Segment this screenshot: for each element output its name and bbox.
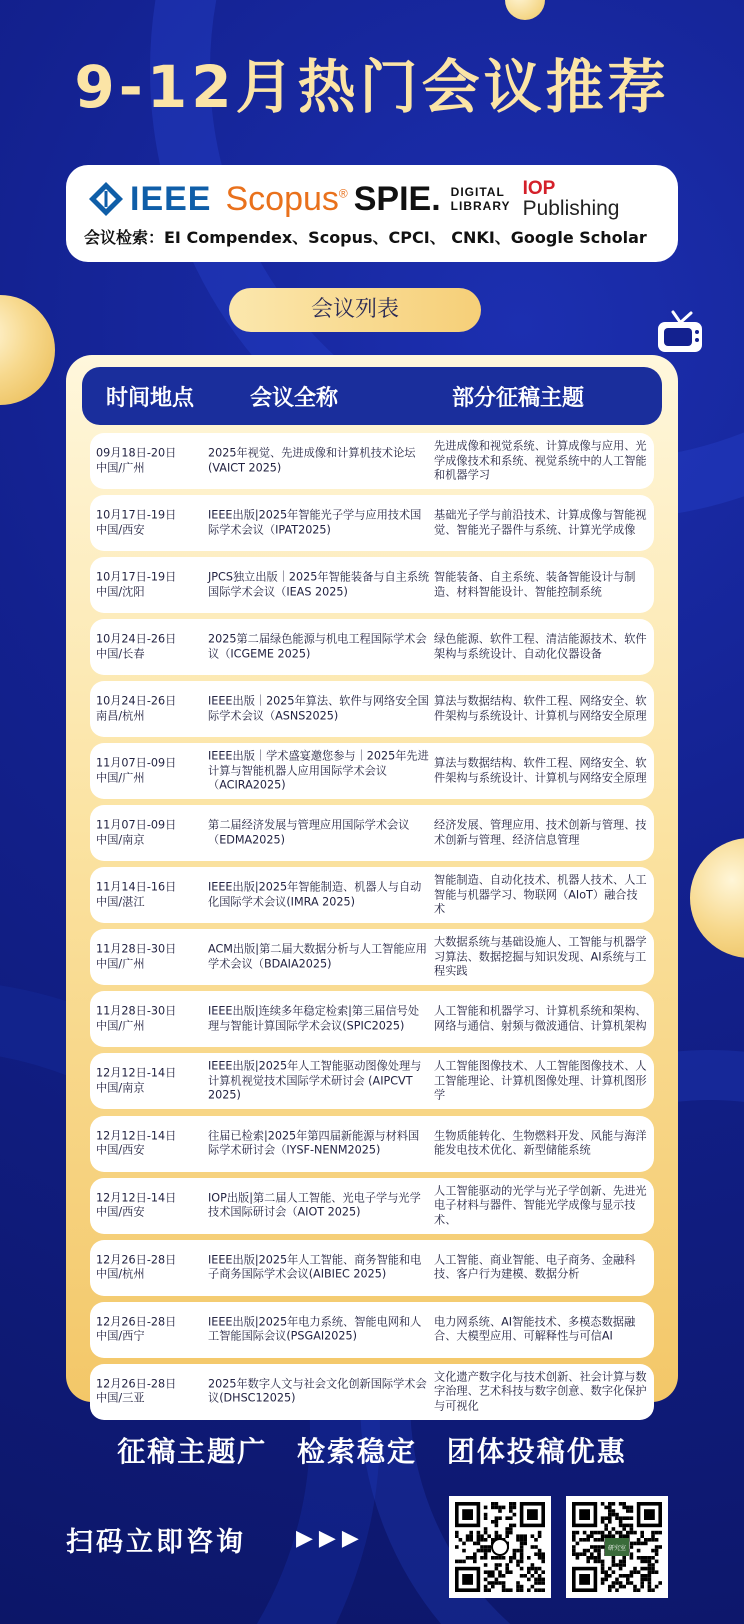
row-place: 中国/西安 (96, 1205, 145, 1219)
row-place: 中国/西宁 (96, 1329, 145, 1343)
table-row (90, 929, 654, 985)
row-time-place (96, 757, 206, 786)
table-row (90, 495, 654, 551)
row-conference-name: 往届已检索|2025年第四届新能源与材料国际学术研讨会（IYSF-NENM2025) (208, 1129, 420, 1157)
row-conference-name: JPCS独立出版｜2025年智能装备与自主系统国际学术会议（IEAS 2025) (208, 570, 430, 599)
table-row (90, 681, 654, 737)
table-row (90, 433, 654, 489)
row-date: 11月07日-09日 (96, 756, 177, 770)
logo-card (66, 165, 678, 262)
row-conference-name: IEEE出版|2025年人工智能驱动图像处理与计算机视觉技术国际学术研讨会 (AIPCVT 2025) (208, 1059, 422, 1102)
row-date: 10月17日-19日 (96, 508, 177, 522)
row-place: 中国/广州 (96, 771, 145, 785)
scopus-logo-text: Scopus® (225, 179, 348, 218)
row-date: 12月26日-28日 (96, 1315, 177, 1329)
row-date: 10月17日-19日 (96, 570, 177, 584)
row-place: 中国/南京 (96, 833, 145, 847)
table-row (90, 1364, 654, 1420)
row-conference-name: IEEE出版|连续多年稳定检索|第三届信号处理与智能计算国际学术会议(SPIC2025) (208, 1004, 420, 1033)
header-time: 时间地点 (106, 386, 195, 411)
row-topics: 智能制造、自动化技术、机器人技术、人工智能与机器学习、物联网（AIoT）融合技术 (434, 873, 647, 916)
table-row (90, 1053, 654, 1109)
row-date: 09月18日-20日 (96, 446, 177, 460)
row-date: 11月28日-30日 (96, 1004, 177, 1018)
row-place: 中国/湛江 (96, 895, 145, 909)
row-time-place (96, 1005, 206, 1034)
row-topics: 电力网系统、AI智能技术、多模态数据融合、大模型应用、可解释性与可信AI (434, 1315, 636, 1343)
row-time-place (96, 1377, 206, 1406)
row-date: 12月26日-28日 (96, 1253, 177, 1267)
slogan: 征稿主题广 检索稳定 团体投稿优惠 (117, 1435, 627, 1468)
row-topics: 基础光子学与前沿技术、计算成像与智能视觉、智能光子器件与系统、计算光学成像 (434, 508, 647, 537)
row-time-place (96, 695, 206, 724)
row-topics: 人工智能图像技术、人工智能图像技术、人工智能理论、计算机图像处理、计算机图形学 (434, 1059, 647, 1102)
header-name: 会议全称 (250, 386, 339, 411)
table-row (90, 1116, 654, 1172)
table-row (90, 1302, 654, 1358)
qr-code-icon (572, 1502, 662, 1592)
row-time-place (96, 633, 206, 662)
row-topics: 人工智能、商业智能、电子商务、金融科技、客户行为建模、数据分析 (434, 1253, 636, 1281)
iop-logo: IOP Publishing (522, 178, 620, 220)
row-time-place (96, 571, 206, 600)
table-row (90, 1178, 654, 1234)
row-time-place (96, 1253, 206, 1282)
table-row (90, 805, 654, 861)
table-row (90, 867, 654, 923)
row-date: 10月24日-26日 (96, 632, 177, 646)
table-row (90, 743, 654, 799)
row-conference-name: 2025年视觉、先进成像和计算机技术论坛(VAICT 2025) (208, 446, 416, 474)
row-date: 12月12日-14日 (96, 1129, 177, 1143)
row-place: 中国/广州 (96, 461, 145, 474)
qr-code[interactable] (449, 1496, 551, 1598)
row-conference-name: IEEE出版|2025年人工智能、商务智能和电子商务国际学术会议(AIBIEC 2025) (208, 1253, 422, 1281)
row-topics: 经济发展、管理应用、技术创新与管理、技术创新与管理、经济信息管理 (434, 818, 647, 847)
row-topics: 大数据系统与基础设施人、工智能与机器学习算法、数据挖掘与知识发现、AI系统与工程实践 (434, 935, 647, 978)
row-conference-name: IOP出版|第二届人工智能、光电子学与光学技术国际研讨会（AIOT 2025) (208, 1191, 421, 1219)
row-topics: 先进成像和视觉系统、计算成像与应用、光学成像技术和系统、视觉系统中的人工智能和机器学习 (434, 439, 647, 482)
qr-code[interactable] (566, 1496, 668, 1598)
row-time-place (96, 1129, 206, 1158)
row-place: 中国/杭州 (96, 1267, 145, 1281)
row-conference-name: IEEE出版｜学术盛宴邀您参与｜2025年先进计算与智能机器人应用国际学术会议（ACIRA2025) (208, 749, 429, 792)
row-topics: 生物质能转化、生物燃料开发、风能与海洋能发电技术优化、新型储能系统 (434, 1129, 647, 1157)
row-time-place (96, 819, 206, 848)
row-conference-name: IEEE出版|2025年电力系统、智能电网和人工智能国际会议(PSGAI2025) (208, 1315, 422, 1343)
table-header (82, 367, 662, 425)
tv-icon (655, 310, 705, 356)
table-rows (90, 433, 654, 1426)
spie-logo-text: SPIE. (353, 179, 441, 218)
row-time-place (96, 447, 206, 476)
section-pill: 会议列表 (229, 288, 481, 332)
qr-label: 研究室 (607, 1545, 627, 1552)
row-place: 中国/三亚 (96, 1391, 145, 1405)
row-place: 中国/沈阳 (96, 585, 145, 599)
row-conference-name: IEEE出版｜2025年算法、软件与网络安全国际学术会议（ASNS2025) (208, 694, 429, 723)
row-conference-name: IEEE出版|2025年智能光子学与应用技术国际学术会议（IPAT2025) (208, 508, 422, 537)
qr-code-icon (455, 1502, 545, 1592)
page-title: 9-12月热门会议推荐 (74, 53, 670, 121)
row-topics: 算法与数据结构、软件工程、网络安全、软件架构与系统设计、计算机与网络安全原理 (434, 694, 647, 723)
row-time-place (96, 943, 206, 972)
index-databases-text: 会议检索：EI Compendex、Scopus、CPCI、 CNKI、Google Scholar (84, 228, 647, 247)
ieee-logo-text: IEEE (130, 179, 212, 218)
row-time-place (96, 1191, 206, 1220)
row-topics: 人工智能和机器学习、计算机系统和架构、网络与通信、射频与微波通信、计算机架构 (434, 1004, 647, 1033)
row-date: 12月26日-28日 (96, 1377, 177, 1391)
row-conference-name: 第二届经济发展与管理应用国际学术会议（EDMA2025) (208, 818, 410, 847)
arrow-right-icon: ▶▶▶ (296, 1526, 365, 1551)
table-row (90, 991, 654, 1047)
row-time-place (96, 1315, 206, 1344)
header-topics: 部分征稿主题 (452, 386, 585, 411)
row-conference-name: ACM出版|第二届大数据分析与人工智能应用学术会议（BDAIA2025) (208, 942, 427, 971)
row-topics: 人工智能驱动的光学与光子学创新、先进光电子材料与器件、智能光学成像与显示技术、 (434, 1183, 647, 1226)
row-date: 12月12日-14日 (96, 1066, 177, 1080)
row-place: 中国/长春 (96, 647, 145, 661)
row-date: 11月14日-16日 (96, 880, 177, 894)
row-date: 10月24日-26日 (96, 694, 177, 708)
table-row (90, 557, 654, 613)
row-place: 中国/西安 (96, 1143, 145, 1157)
row-topics: 算法与数据结构、软件工程、网络安全、软件架构与系统设计、计算机与网络安全原理 (434, 756, 647, 785)
row-conference-name: 2025年数字人文与社会文化创新国际学术会议(DHSC12025) (208, 1377, 427, 1405)
row-time-place (96, 509, 206, 538)
conference-table (66, 355, 678, 1412)
ieee-diamond-icon (88, 181, 124, 217)
table-row (90, 1240, 654, 1296)
table-row (90, 619, 654, 675)
logo-row (88, 177, 658, 221)
row-topics: 智能装备、自主系统、装备智能设计与制造、材料智能设计、智能控制系统 (434, 570, 636, 599)
row-place: 中国/广州 (96, 957, 145, 971)
digital-library-text: DIGITAL LIBRARY (450, 185, 511, 213)
row-date: 12月12日-14日 (96, 1191, 177, 1205)
row-place: 中国/南京 (96, 1081, 145, 1095)
row-conference-name: IEEE出版|2025年智能制造、机器人与自动化国际学术会议(IMRA 2025) (208, 880, 422, 909)
cta-text: 扫码立即咨询 (66, 1527, 246, 1558)
row-place: 中国/西安 (96, 523, 145, 537)
row-date: 11月07日-09日 (96, 818, 177, 832)
row-conference-name: 2025第二届绿色能源与机电工程国际学术会议（ICGEME 2025) (208, 632, 427, 661)
row-time-place (96, 1067, 206, 1096)
row-place: 南昌/杭州 (96, 709, 145, 723)
row-date: 11月28日-30日 (96, 942, 177, 956)
row-place: 中国/广州 (96, 1019, 145, 1033)
row-topics: 文化遗产数字化与技术创新、社会计算与数字治理、艺术科技与数字创意、数字化保护与可视化 (434, 1369, 647, 1412)
row-time-place (96, 881, 206, 910)
row-topics: 绿色能源、软件工程、清洁能源技术、软件架构与系统设计、自动化仪器设备 (434, 632, 647, 661)
